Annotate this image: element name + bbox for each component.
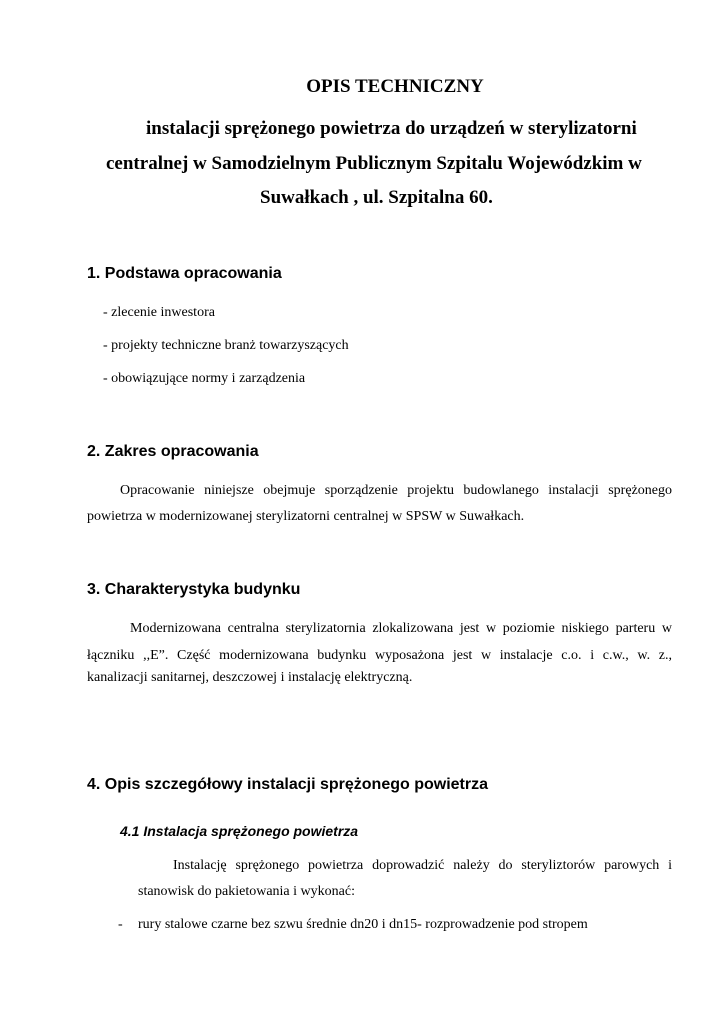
section-3-paragraph-line: Modernizowana centralna sterylizatornia zlokalizowana jest w poziomie niskiego parteru w: [130, 621, 672, 636]
section-4-1-paragraph-line: Instalację sprężonego powietrza doprowadzić należy do steryliztorów parowych i: [173, 858, 672, 873]
section-2-paragraph-line: powietrza w modernizowanej sterylizatorni centralnej w SPSW w Suwałkach.: [87, 509, 525, 524]
bullet-marker: -: [118, 917, 123, 932]
section-4-1-heading: 4.1 Instalacja sprężonego powietrza: [120, 823, 359, 839]
bullet-item: rury stalowe czarne bez szwu średnie dn20 i dn15- rozprowadzenie pod stropem: [138, 917, 588, 932]
section-2-heading: 2. Zakres opracowania: [87, 443, 259, 460]
document-title: OPIS TECHNICZNY: [306, 76, 484, 97]
section-4-heading: 4. Opis szczegółowy instalacji sprężonego powietrza: [87, 776, 488, 793]
section-3-paragraph-line: łączniku ,,E”. Część modernizowana budynku wyposażona jest w instalacje c.o. i c.w., w. z.,: [87, 648, 672, 663]
subtitle-line-1: instalacji sprężonego powietrza do urządzeń w sterylizatorni: [146, 118, 637, 139]
section-3-paragraph-line: kanalizacji sanitarnej, deszczowej i instalację elektryczną.: [87, 670, 413, 685]
section-1-heading: 1. Podstawa opracowania: [87, 265, 282, 282]
section-2-paragraph-line: Opracowanie niniejsze obejmuje sporządzenie projektu budowlanego instalacji sprężonego: [120, 483, 672, 498]
subtitle-line-2: centralnej w Samodzielnym Publicznym Szpitalu Wojewódzkim w: [106, 153, 642, 174]
section-4-1-paragraph-line: stanowisk do pakietowania i wykonać:: [138, 884, 355, 899]
section-1-item: - zlecenie inwestora: [103, 305, 215, 320]
section-1-item: - projekty techniczne branż towarzyszących: [103, 338, 349, 353]
section-1-item: - obowiązujące normy i zarządzenia: [103, 371, 306, 386]
subtitle-line-3: Suwałkach , ul. Szpitalna 60.: [260, 187, 493, 208]
section-3-heading: 3. Charakterystyka budynku: [87, 581, 301, 598]
